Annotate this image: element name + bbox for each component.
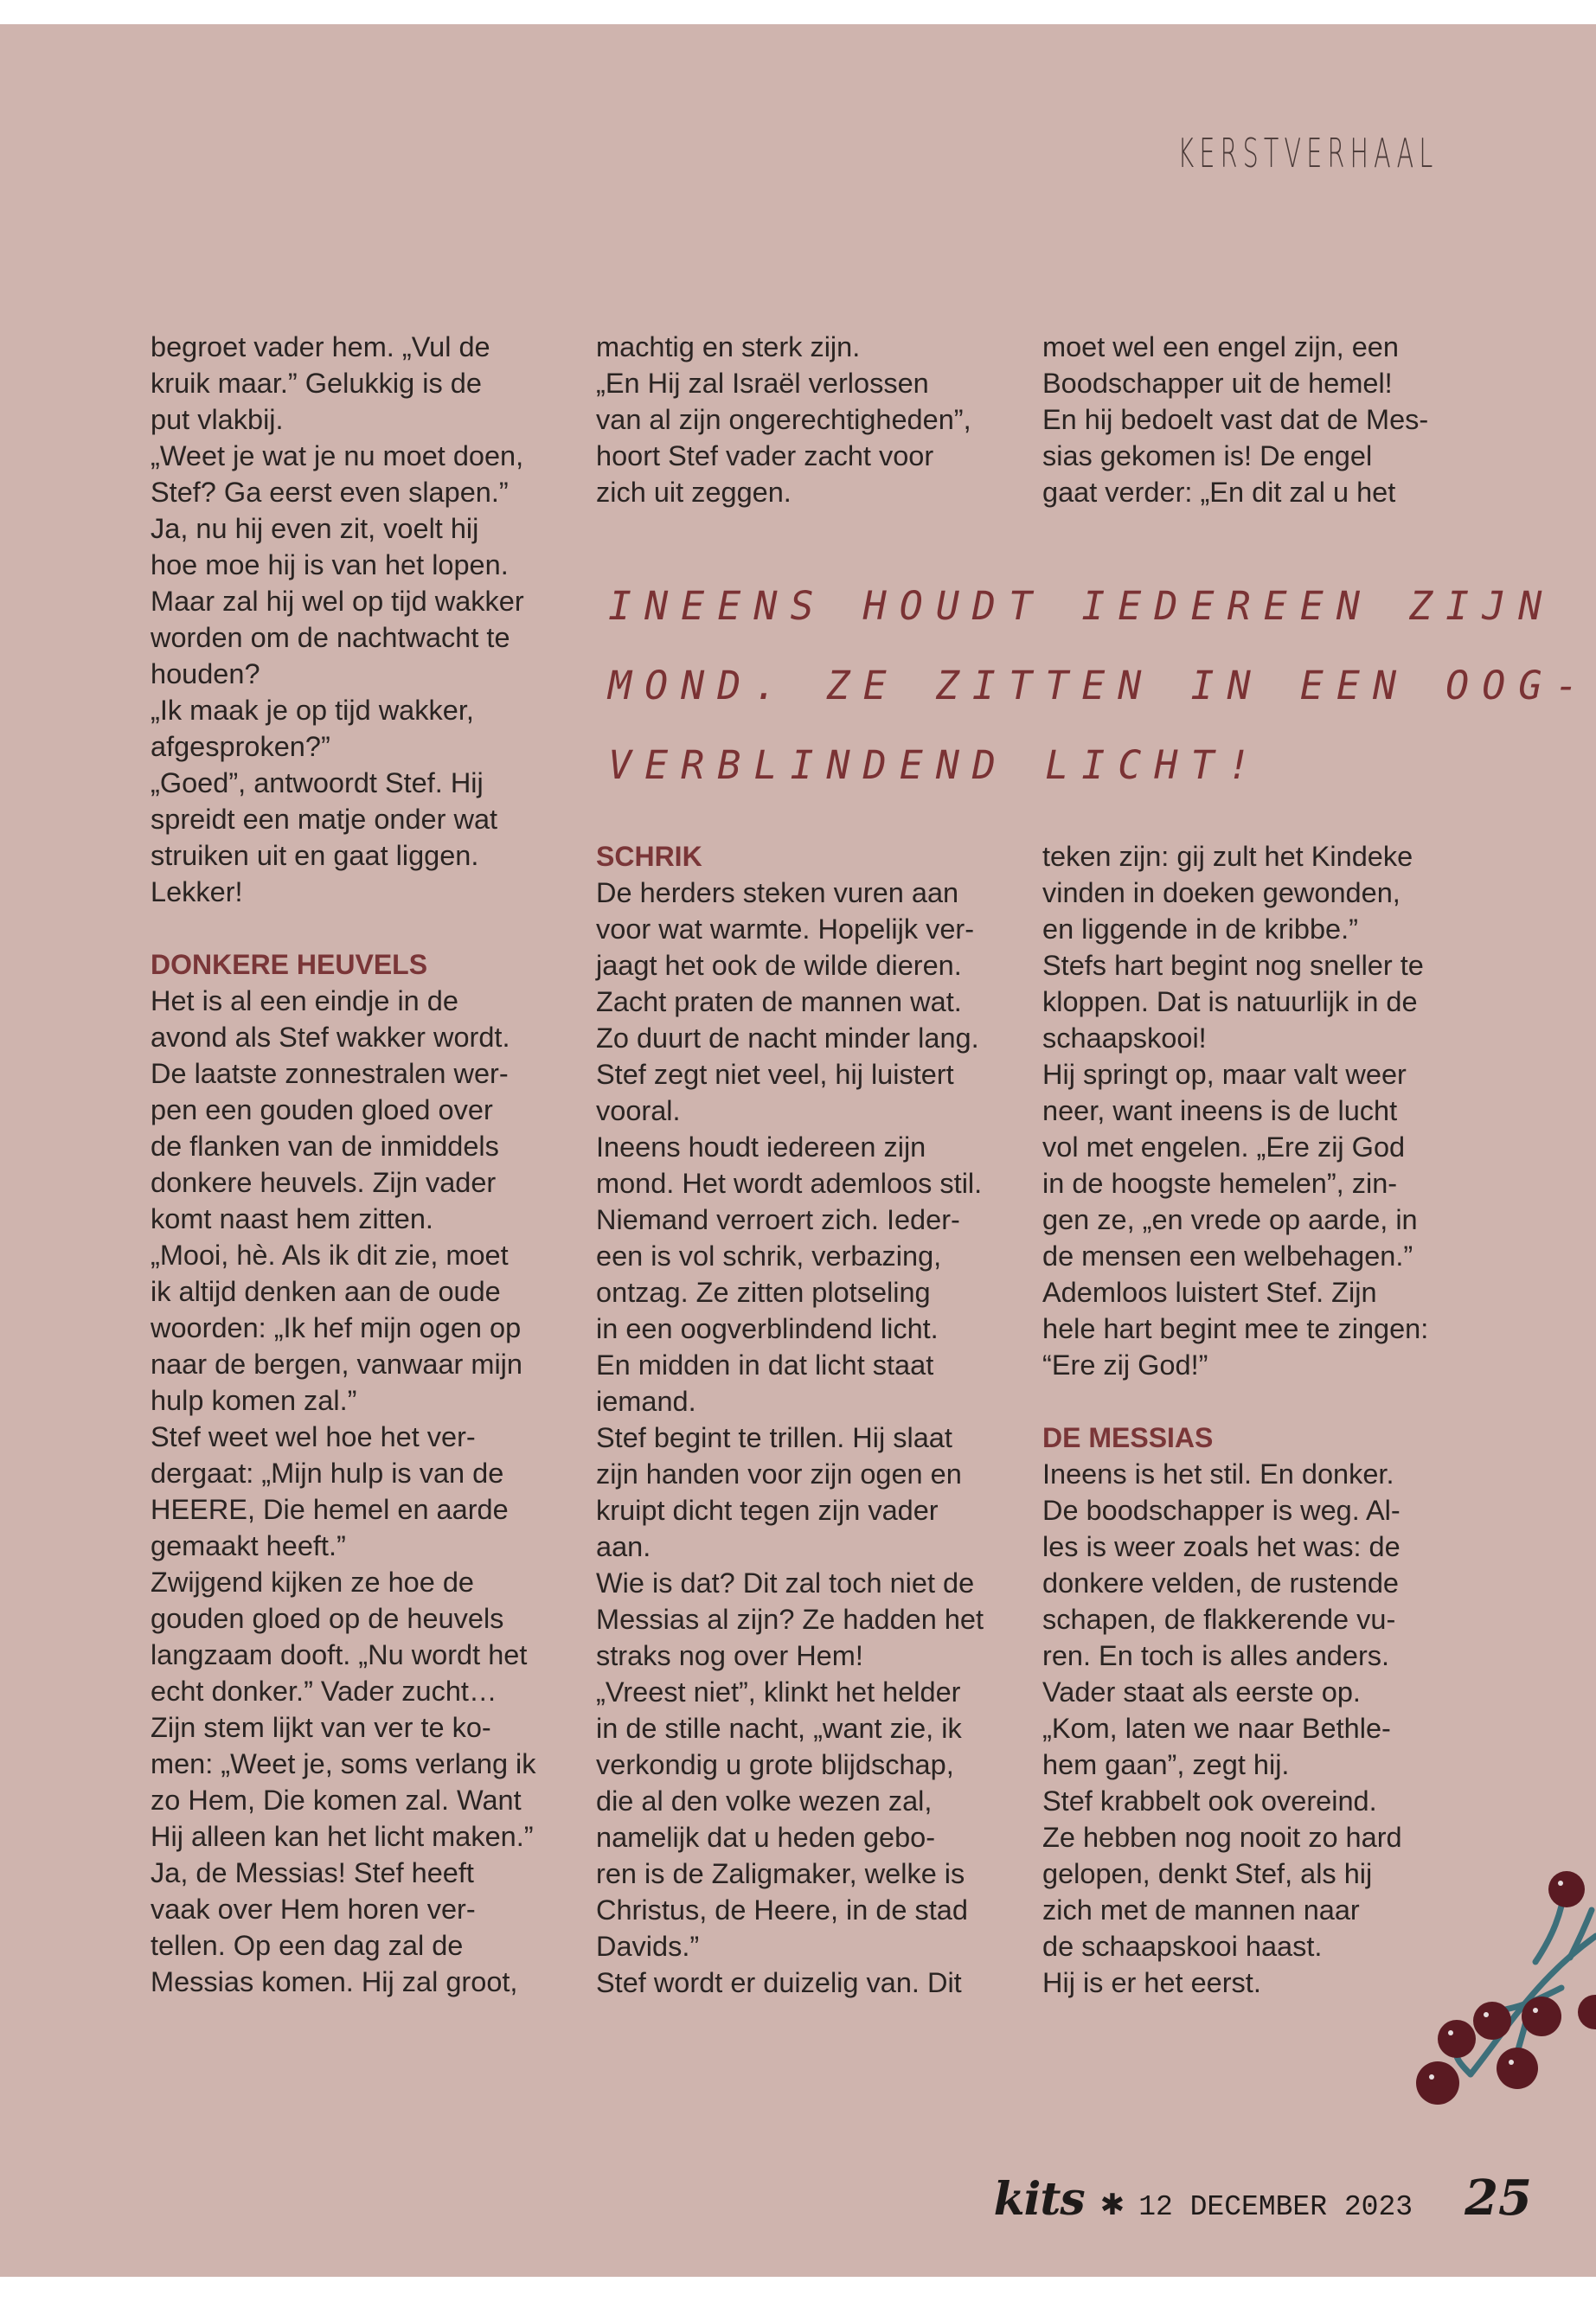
- text-line: schaapskooi!: [1042, 1022, 1207, 1054]
- text-line: die al den volke wezen zal,: [596, 1785, 933, 1817]
- text-line: teken zijn: gij zult het Kindeke: [1042, 841, 1413, 872]
- text-line: Messias al zijn? Ze hadden het: [596, 1604, 984, 1635]
- text-line: avond als Stef wakker wordt.: [151, 1022, 510, 1053]
- text-line: komt naast hem zitten.: [151, 1203, 433, 1234]
- text-line: mond. Het wordt ademloos stil.: [596, 1168, 983, 1199]
- berry-branch-illustration: [1384, 1832, 1596, 2126]
- text-line: kruik maar.” Gelukkig is de: [151, 368, 482, 399]
- text-line: Wie is dat? Dit zal toch niet de: [596, 1567, 975, 1599]
- text-line: „Vreest niet”, klinkt het helder: [596, 1676, 961, 1708]
- page-number: 25: [1465, 2170, 1532, 2227]
- pull-quote: [608, 567, 1592, 805]
- berries: [1416, 1871, 1596, 2105]
- text-line: vol met engelen. „Ere zij God: [1042, 1131, 1406, 1163]
- text-line: VERBLINDEND LICHT!: [608, 742, 1264, 788]
- text-line: Stef krabbelt ook overeind.: [1042, 1785, 1377, 1817]
- text-line: de mensen een welbehagen.”: [1042, 1240, 1413, 1272]
- text-line: Ze hebben nog nooit zo hard: [1042, 1822, 1402, 1853]
- text-line: straks nog over Hem!: [596, 1640, 863, 1671]
- text-line: ren is de Zaligmaker, welke is: [596, 1858, 965, 1889]
- magazine-brand: kits: [993, 2173, 1085, 2226]
- text-line: donkere heuvels. Zijn vader: [151, 1167, 497, 1198]
- column-1: [151, 329, 600, 2000]
- text-line: afgesproken?”: [151, 731, 330, 762]
- text-line: ren. En toch is alles anders.: [1042, 1640, 1390, 1671]
- text-line: ik altijd denken aan de oude: [151, 1276, 501, 1307]
- text-line: Ineens is het stil. En donker.: [1042, 1458, 1394, 1490]
- text-line: „Ik maak je op tijd wakker,: [151, 695, 474, 726]
- star-icon: ✱: [1099, 2188, 1125, 2222]
- text-line: Boodschapper uit de hemel!: [1042, 368, 1393, 399]
- text-line: namelijk dat u heden gebo-: [596, 1822, 936, 1853]
- text-line: dergaat: „Mijn hulp is van de: [151, 1458, 504, 1489]
- subheading-donkere-heuvels: DONKERE HEUVELS: [151, 949, 428, 980]
- text-line: struiken uit en gaat liggen.: [151, 840, 479, 871]
- text-line: Stef zegt niet veel, hij luistert: [596, 1059, 954, 1090]
- text-line: De laatste zonnestralen wer-: [151, 1058, 509, 1089]
- text-line: een is vol schrik, verbazing,: [596, 1240, 942, 1272]
- text-line: „En Hij zal Israël verlossen: [596, 368, 929, 399]
- text-line: tellen. Op een dag zal de: [151, 1930, 464, 1961]
- column-2-top-body: [596, 329, 1046, 510]
- text-line: van al zijn ongerechtigheden”,: [596, 404, 971, 435]
- text-line: moet wel een engel zijn, een: [1042, 331, 1399, 362]
- text-line: in de hoogste hemelen”, zin-: [1042, 1168, 1398, 1199]
- text-line: Zo duurt de nacht minder lang.: [596, 1022, 979, 1054]
- text-line: machtig en sterk zijn.: [596, 331, 861, 362]
- text-line: MOND. ZE ZITTEN IN EEN OOG-: [608, 663, 1592, 708]
- text-line: En hij bedoelt vast dat de Mes-: [1042, 404, 1429, 435]
- text-line: Stef begint te trillen. Hij slaat: [596, 1422, 952, 1453]
- subheading-schrik: SCHRIK: [596, 841, 702, 872]
- text-line: Christus, de Heere, in de stad: [596, 1894, 968, 1926]
- text-line: les is weer zoals het was: de: [1042, 1531, 1401, 1562]
- text-line: Zijn stem lijkt van ver te ko-: [151, 1712, 491, 1743]
- text-line: donkere velden, de rustende: [1042, 1567, 1399, 1599]
- text-line: hele hart begint mee te zingen:: [1042, 1313, 1429, 1344]
- text-line: naar de bergen, vanwaar mijn: [151, 1349, 522, 1380]
- text-line: Ja, nu hij even zit, voelt hij: [151, 513, 479, 544]
- text-line: aan.: [596, 1531, 651, 1562]
- column-1-body-b: [151, 983, 600, 2000]
- text-line: en liggende in de kribbe.”: [1042, 913, 1358, 945]
- text-line: ontzag. Ze zitten plotseling: [596, 1277, 931, 1308]
- footer: [994, 2170, 1532, 2227]
- text-line: langzaam dooft. „Nu wordt het: [151, 1639, 528, 1670]
- text-line: De boodschapper is weg. Al-: [1042, 1495, 1401, 1526]
- text-line: Ademloos luistert Stef. Zijn: [1042, 1277, 1377, 1308]
- text-line: in een oogverblindend licht.: [596, 1313, 939, 1344]
- text-line: Stef? Ga eerst even slapen.”: [151, 477, 509, 508]
- text-line: Stef wordt er duizelig van. Dit: [596, 1967, 962, 1998]
- column-1-body-a: [151, 329, 600, 910]
- text-line: iemand.: [596, 1386, 696, 1417]
- text-line: vinden in doeken gewonden,: [1042, 877, 1401, 908]
- text-line: hulp komen zal.”: [151, 1385, 357, 1416]
- text-line: hoe moe hij is van het lopen.: [151, 549, 509, 580]
- text-line: zijn handen voor zijn ogen en: [596, 1458, 962, 1490]
- text-line: Het is al een eindje in de: [151, 985, 458, 1016]
- column-2-bottom-body: [596, 875, 1046, 2001]
- text-line: HEERE, Die hemel en aarde: [151, 1494, 509, 1525]
- text-line: „Mooi, hè. Als ik dit zie, moet: [151, 1240, 509, 1271]
- text-line: En midden in dat licht staat: [596, 1349, 934, 1381]
- text-line: put vlakbij.: [151, 404, 284, 435]
- text-line: vooral.: [596, 1095, 681, 1126]
- text-line: woorden: „Ik hef mijn ogen op: [151, 1312, 522, 1343]
- column-3-bottom: [1042, 838, 1492, 2001]
- text-line: INEENS HOUDT IEDEREEN ZIJN: [608, 583, 1555, 629]
- text-line: vaak over Hem horen ver-: [151, 1894, 476, 1925]
- text-line: Stefs hart begint nog sneller te: [1042, 950, 1424, 981]
- text-line: hoort Stef vader zacht voor: [596, 440, 934, 471]
- text-line: houden?: [151, 658, 260, 689]
- text-line: de schaapskooi haast.: [1042, 1931, 1323, 1962]
- text-line: „Goed”, antwoordt Stef. Hij: [151, 767, 484, 798]
- text-line: „Kom, laten we naar Bethle-: [1042, 1713, 1391, 1744]
- text-line: “Ere zij God!”: [1042, 1349, 1208, 1381]
- text-line: voor wat warmte. Hopelijk ver-: [596, 913, 975, 945]
- text-line: spreidt een matje onder wat: [151, 804, 498, 835]
- column-3-top-body: [1042, 329, 1492, 510]
- text-line: begroet vader hem. „Vul de: [151, 331, 490, 362]
- text-line: de flanken van de inmiddels: [151, 1131, 499, 1162]
- text-line: echt donker.” Vader zucht…: [151, 1676, 497, 1707]
- text-line: Davids.”: [596, 1931, 700, 1962]
- text-line: zich met de mannen naar: [1042, 1894, 1360, 1926]
- text-line: Vader staat als eerste op.: [1042, 1676, 1361, 1708]
- text-line: hem gaan”, zegt hij.: [1042, 1749, 1290, 1780]
- text-line: gaat verder: „En dit zal u het: [1042, 477, 1396, 508]
- column-2-bottom: [596, 838, 1046, 2001]
- text-line: Zwijgend kijken ze hoe de: [151, 1567, 474, 1598]
- text-line: Zacht praten de mannen wat.: [596, 986, 962, 1017]
- subheading-de-messias: DE MESSIAS: [1042, 1422, 1214, 1453]
- text-line: gouden gloed op de heuvels: [151, 1603, 504, 1634]
- text-line: zo Hem, Die komen zal. Want: [151, 1785, 522, 1816]
- text-line: Messias komen. Hij zal groot,: [151, 1966, 518, 1997]
- text-line: „Weet je wat je nu moet doen,: [151, 440, 524, 471]
- column-3-bottom-body-a: [1042, 838, 1492, 1383]
- text-line: gelopen, denkt Stef, als hij: [1042, 1858, 1373, 1889]
- text-line: De herders steken vuren aan: [596, 877, 959, 908]
- text-line: Niemand verroert zich. Ieder-: [596, 1204, 960, 1235]
- text-line: worden om de nachtwacht te: [151, 622, 510, 653]
- text-line: zich uit zeggen.: [596, 477, 792, 508]
- text-line: Maar zal hij wel op tijd wakker: [151, 586, 524, 617]
- text-line: Hij is er het eerst.: [1042, 1967, 1261, 1998]
- column-3-top: [1042, 329, 1492, 510]
- text-line: Ja, de Messias! Stef heeft: [151, 1857, 474, 1888]
- text-line: Lekker!: [151, 876, 243, 907]
- text-line: Hij springt op, maar valt weer: [1042, 1059, 1407, 1090]
- column-2-top: [596, 329, 1046, 510]
- text-line: Ineens houdt iedereen zijn: [596, 1131, 926, 1163]
- issue-date: 12 DECEMBER 2023: [1138, 2191, 1413, 2223]
- text-line: gemaakt heeft.”: [151, 1530, 346, 1561]
- section-label: KERSTVERHAAL: [1177, 130, 1438, 176]
- text-line: gen ze, „en vrede op aarde, in: [1042, 1204, 1418, 1235]
- text-line: men: „Weet je, soms verlang ik: [151, 1748, 536, 1779]
- text-line: sias gekomen is! De engel: [1042, 440, 1373, 471]
- text-line: kruipt dicht tegen zijn vader: [596, 1495, 939, 1526]
- text-line: neer, want ineens is de lucht: [1042, 1095, 1398, 1126]
- text-line: jaagt het ook de wilde dieren.: [596, 950, 962, 981]
- text-line: kloppen. Dat is natuurlijk in de: [1042, 986, 1418, 1017]
- magazine-page: [0, 24, 1596, 2277]
- text-line: verkondig u grote blijdschap,: [596, 1749, 954, 1780]
- text-line: in de stille nacht, „want zie, ik: [596, 1713, 962, 1744]
- text-line: schapen, de flakkerende vu-: [1042, 1604, 1396, 1635]
- text-line: Hij alleen kan het licht maken.”: [151, 1821, 534, 1852]
- pull-quote-text: [608, 567, 1592, 805]
- text-line: Stef weet wel hoe het ver-: [151, 1421, 476, 1452]
- branch-stems: [1455, 1884, 1596, 2074]
- text-line: pen een gouden gloed over: [151, 1094, 493, 1125]
